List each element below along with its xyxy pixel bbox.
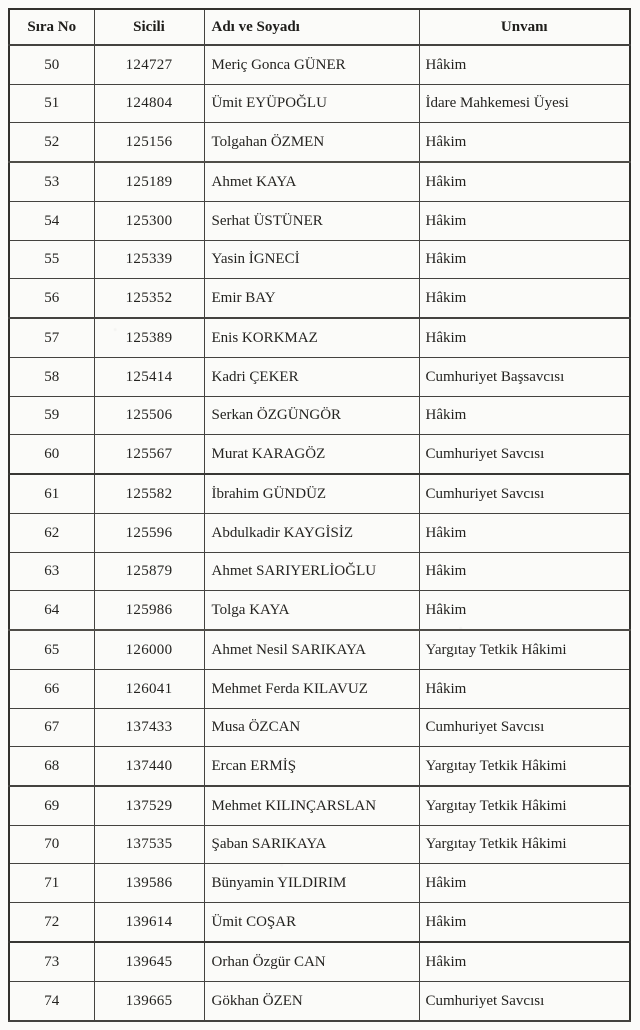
cell-sicili: 125986: [94, 591, 204, 631]
cell-sicili: 124804: [94, 85, 204, 123]
cell-unvani: Hâkim: [419, 318, 630, 358]
table-row: [9, 902, 630, 942]
cell-unvani: Hâkim: [419, 670, 630, 708]
cell-adi-ve-soyadi: Meriç Gonca GÜNER: [204, 45, 419, 85]
cell-unvani: Yargıtay Tetkik Hâkimi: [419, 746, 630, 786]
table-row: [9, 240, 630, 278]
table-row: [9, 85, 630, 123]
cell-sira-no: 63: [9, 552, 94, 590]
cell-sira-no: 65: [9, 630, 94, 670]
cell-sicili: 139614: [94, 902, 204, 942]
cell-unvani: Hâkim: [419, 552, 630, 590]
cell-sicili: 125506: [94, 396, 204, 434]
table-row: [9, 45, 630, 85]
cell-sicili: 125414: [94, 358, 204, 396]
table-row: [9, 318, 630, 358]
table-row: [9, 786, 630, 826]
cell-sicili: 125352: [94, 279, 204, 319]
cell-adi-ve-soyadi: Ahmet KAYA: [204, 162, 419, 202]
header-sira-no: Sıra No: [9, 9, 94, 45]
table-row: [9, 435, 630, 475]
cell-sira-no: 53: [9, 162, 94, 202]
cell-sira-no: 71: [9, 864, 94, 902]
cell-adi-ve-soyadi: İbrahim GÜNDÜZ: [204, 474, 419, 514]
cell-sira-no: 66: [9, 670, 94, 708]
cell-adi-ve-soyadi: Tolga KAYA: [204, 591, 419, 631]
cell-unvani: Cumhuriyet Savcısı: [419, 435, 630, 475]
table-body: [9, 45, 630, 1021]
table-row: [9, 162, 630, 202]
cell-sira-no: 70: [9, 825, 94, 863]
cell-adi-ve-soyadi: Murat KARAGÖZ: [204, 435, 419, 475]
cell-sira-no: 72: [9, 902, 94, 942]
cell-sicili: 137529: [94, 786, 204, 826]
cell-sicili: 125156: [94, 123, 204, 163]
cell-sicili: 137440: [94, 746, 204, 786]
cell-adi-ve-soyadi: Enis KORKMAZ: [204, 318, 419, 358]
table-row: [9, 630, 630, 670]
cell-adi-ve-soyadi: Mehmet KILINÇARSLAN: [204, 786, 419, 826]
cell-unvani: Cumhuriyet Savcısı: [419, 981, 630, 1021]
cell-sicili: 139586: [94, 864, 204, 902]
cell-adi-ve-soyadi: Şaban SARIKAYA: [204, 825, 419, 863]
cell-unvani: İdare Mahkemesi Üyesi: [419, 85, 630, 123]
cell-adi-ve-soyadi: Mehmet Ferda KILAVUZ: [204, 670, 419, 708]
cell-sicili: 125567: [94, 435, 204, 475]
cell-adi-ve-soyadi: Serhat ÜSTÜNER: [204, 202, 419, 240]
cell-unvani: Cumhuriyet Savcısı: [419, 708, 630, 746]
table-row: [9, 474, 630, 514]
cell-sicili: 126000: [94, 630, 204, 670]
table-row: [9, 746, 630, 786]
cell-adi-ve-soyadi: Yasin İGNECİ: [204, 240, 419, 278]
cell-sira-no: 61: [9, 474, 94, 514]
cell-adi-ve-soyadi: Serkan ÖZGÜNGÖR: [204, 396, 419, 434]
cell-sira-no: 50: [9, 45, 94, 85]
table-row: [9, 396, 630, 434]
cell-sira-no: 59: [9, 396, 94, 434]
cell-adi-ve-soyadi: Emir BAY: [204, 279, 419, 319]
cell-adi-ve-soyadi: Orhan Özgür CAN: [204, 942, 419, 982]
cell-adi-ve-soyadi: Musa ÖZCAN: [204, 708, 419, 746]
cell-unvani: Hâkim: [419, 864, 630, 902]
table-row: [9, 123, 630, 163]
cell-adi-ve-soyadi: Gökhan ÖZEN: [204, 981, 419, 1021]
cell-sira-no: 73: [9, 942, 94, 982]
personnel-list-table: [8, 8, 631, 1022]
cell-unvani: Cumhuriyet Savcısı: [419, 474, 630, 514]
cell-adi-ve-soyadi: Kadri ÇEKER: [204, 358, 419, 396]
table-row: [9, 708, 630, 746]
header-sicili: Sicili: [94, 9, 204, 45]
table-row: [9, 279, 630, 319]
cell-sira-no: 52: [9, 123, 94, 163]
cell-sira-no: 57: [9, 318, 94, 358]
cell-sicili: 139645: [94, 942, 204, 982]
cell-unvani: Hâkim: [419, 123, 630, 163]
cell-sicili: 125582: [94, 474, 204, 514]
cell-unvani: Hâkim: [419, 45, 630, 85]
cell-unvani: Hâkim: [419, 902, 630, 942]
cell-sira-no: 67: [9, 708, 94, 746]
cell-unvani: Hâkim: [419, 591, 630, 631]
cell-adi-ve-soyadi: Ercan ERMİŞ: [204, 746, 419, 786]
cell-sicili: 126041: [94, 670, 204, 708]
cell-adi-ve-soyadi: Ümit COŞAR: [204, 902, 419, 942]
cell-sicili: 125300: [94, 202, 204, 240]
cell-sicili: 124727: [94, 45, 204, 85]
cell-unvani: Hâkim: [419, 514, 630, 552]
cell-unvani: Hâkim: [419, 202, 630, 240]
table-row: [9, 825, 630, 863]
cell-unvani: Hâkim: [419, 279, 630, 319]
cell-adi-ve-soyadi: Ahmet SARIYERLİOĞLU: [204, 552, 419, 590]
table-row: [9, 864, 630, 902]
table-row: [9, 670, 630, 708]
header-adi-ve-soyadi: Adı ve Soyadı: [204, 9, 419, 45]
cell-unvani: Yargıtay Tetkik Hâkimi: [419, 630, 630, 670]
cell-sira-no: 68: [9, 746, 94, 786]
cell-unvani: Hâkim: [419, 942, 630, 982]
table-row: [9, 202, 630, 240]
cell-unvani: Yargıtay Tetkik Hâkimi: [419, 786, 630, 826]
cell-adi-ve-soyadi: Ahmet Nesil SARIKAYA: [204, 630, 419, 670]
cell-sicili: 137535: [94, 825, 204, 863]
table-row: [9, 514, 630, 552]
cell-unvani: Yargıtay Tetkik Hâkimi: [419, 825, 630, 863]
cell-adi-ve-soyadi: Tolgahan ÖZMEN: [204, 123, 419, 163]
cell-sira-no: 64: [9, 591, 94, 631]
cell-sicili: 139665: [94, 981, 204, 1021]
cell-unvani: Hâkim: [419, 396, 630, 434]
cell-sicili: 125596: [94, 514, 204, 552]
cell-sira-no: 55: [9, 240, 94, 278]
table-row: [9, 552, 630, 590]
table-row: [9, 358, 630, 396]
table-row: [9, 981, 630, 1021]
cell-sicili: 125189: [94, 162, 204, 202]
cell-sira-no: 56: [9, 279, 94, 319]
cell-sira-no: 74: [9, 981, 94, 1021]
cell-sicili: 125389: [94, 318, 204, 358]
header-unvani: Unvanı: [419, 9, 630, 45]
cell-unvani: Hâkim: [419, 240, 630, 278]
cell-sicili: 125339: [94, 240, 204, 278]
cell-adi-ve-soyadi: Ümit EYÜPOĞLU: [204, 85, 419, 123]
cell-sira-no: 69: [9, 786, 94, 826]
cell-sira-no: 51: [9, 85, 94, 123]
table-header-row: [9, 9, 630, 45]
cell-sicili: 125879: [94, 552, 204, 590]
table-row: [9, 591, 630, 631]
cell-unvani: Hâkim: [419, 162, 630, 202]
cell-unvani: Cumhuriyet Başsavcısı: [419, 358, 630, 396]
cell-sicili: 137433: [94, 708, 204, 746]
cell-sira-no: 54: [9, 202, 94, 240]
cell-sira-no: 60: [9, 435, 94, 475]
cell-sira-no: 58: [9, 358, 94, 396]
cell-adi-ve-soyadi: Bünyamin YILDIRIM: [204, 864, 419, 902]
table-row: [9, 942, 630, 982]
cell-adi-ve-soyadi: Abdulkadir KAYGİSİZ: [204, 514, 419, 552]
cell-sira-no: 62: [9, 514, 94, 552]
